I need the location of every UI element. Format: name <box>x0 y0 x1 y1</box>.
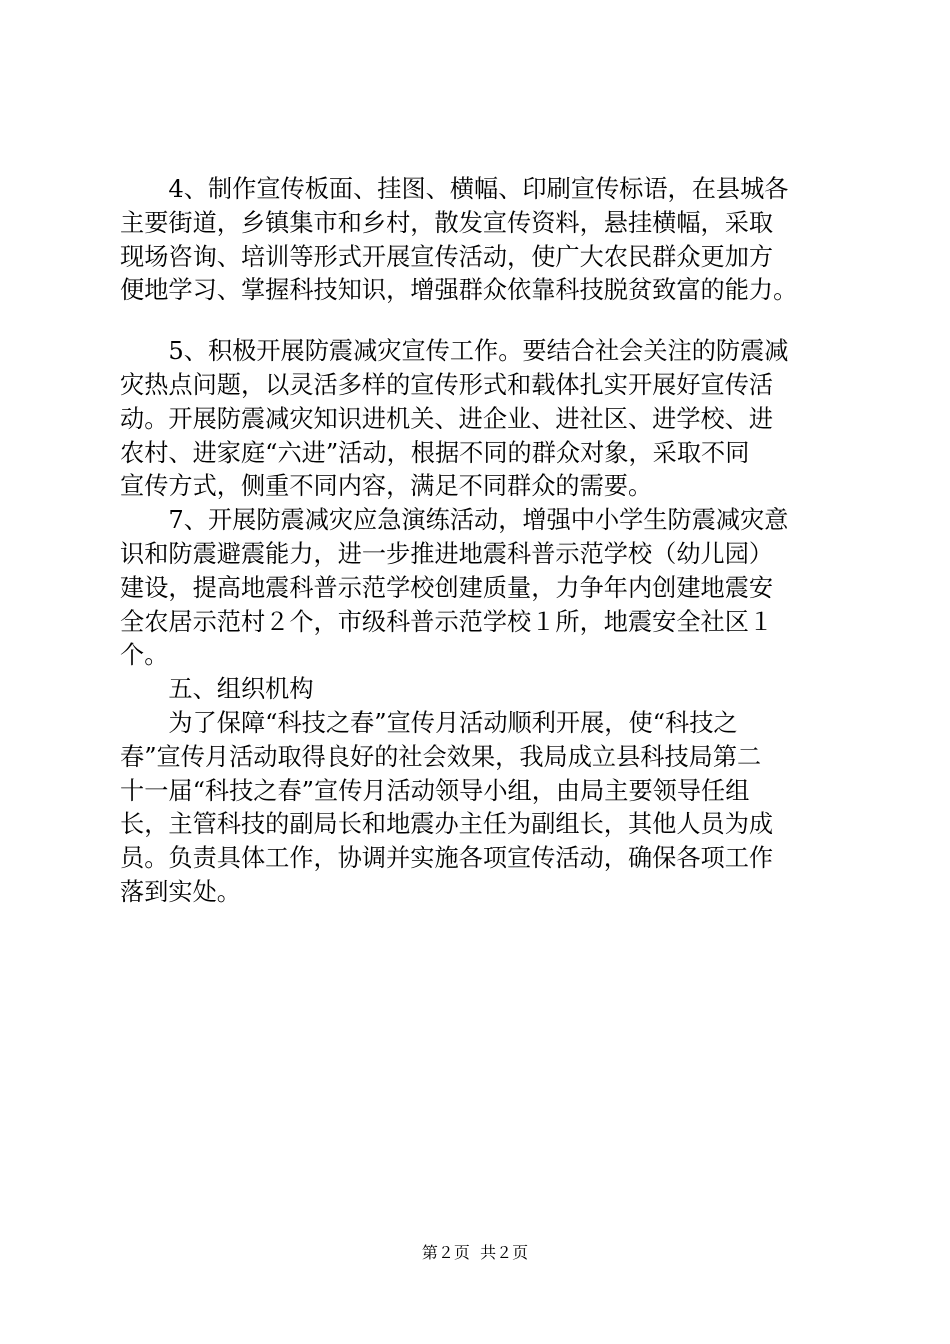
paragraph-item-7 <box>120 504 840 673</box>
text-line: 4、制作宣传板面、挂图、横幅、印刷宣传标语，在县城各 <box>120 175 789 203</box>
text-line: 春”宣传月活动取得良好的社会效果，我局成立县科技局第二 <box>120 742 762 771</box>
text-line: 5、积极开展防震减灾宣传工作。要结合社会关注的防震减 <box>120 337 789 366</box>
section-heading <box>120 673 840 707</box>
text-line: 灾热点问题，以灵活多样的宣传形式和载体扎实开展好宣传活 <box>120 370 774 399</box>
text-line: 全农居示范村２个，市级科普示范学校１所，地震安全社区１ <box>120 607 774 636</box>
text-line: 个。 <box>120 641 169 670</box>
text-line: 员。负责具体工作，协调并实施各项宣传活动，确保各项工作 <box>120 844 774 873</box>
text-line: 十一届“科技之春”宣传月活动领导小组，由局主要领导任组 <box>120 776 750 805</box>
text-line: 便地学习、掌握科技知识，增强群众依靠科技脱贫致富的能力。 <box>120 276 798 305</box>
paragraph-item-5 <box>120 335 840 504</box>
text-line: 宣传方式，侧重不同内容，满足不同群众的需要。 <box>120 472 653 501</box>
section-heading-text: 五、组织机构 <box>120 675 314 704</box>
paragraph-item-4 <box>120 173 840 308</box>
text-line: 落到实处。 <box>120 877 241 906</box>
document-body <box>120 173 840 910</box>
text-line: 识和防震避震能力，进一步推进地震科普示范学校（幼儿园） <box>120 539 774 568</box>
text-line: 建设，提高地震科普示范学校创建质量，力争年内创建地震安 <box>120 573 774 602</box>
paragraph-gap <box>120 308 840 335</box>
paragraph-section-5 <box>120 707 840 910</box>
text-line: 长，主管科技的副局长和地震办主任为副组长，其他人员为成 <box>120 810 774 839</box>
text-line: 现场咨询、培训等形式开展宣传活动，使广大农民群众更加方 <box>120 242 774 271</box>
page-number-footer: 第２页 共２页 <box>421 1243 529 1262</box>
text-line: 为了保障“科技之春”宣传月活动顺利开展，使“科技之 <box>120 708 738 737</box>
text-line: 动。开展防震减灾知识进机关、进企业、进社区、进学校、进 <box>120 404 774 433</box>
text-line: 农村、进家庭“六进”活动，根据不同的群众对象，采取不同 <box>120 438 750 467</box>
text-line: 主要街道，乡镇集市和乡村，散发宣传资料，悬挂横幅，采取 <box>120 208 774 237</box>
text-line: 7、开展防震减灾应急演练活动，增强中小学生防震减灾意 <box>120 506 789 535</box>
